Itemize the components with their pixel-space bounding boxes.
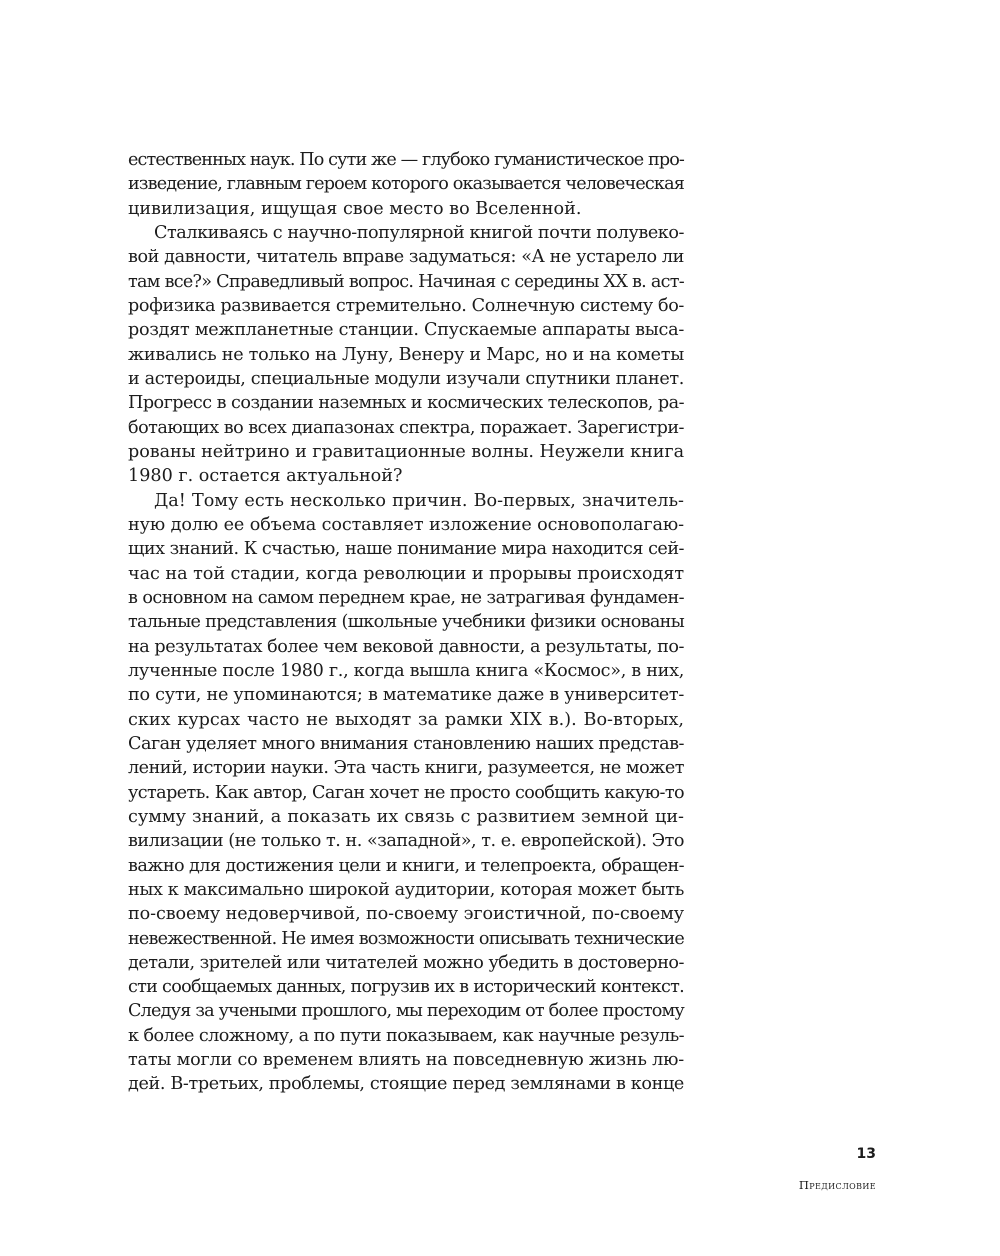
text-line: щих знаний. К счастью, наше понимание мира находится сей- [128, 539, 684, 560]
text-line: детали, зрителей или читателей можно убедить в достоверно- [128, 952, 684, 973]
text-line: рованы нейтрино и гравитационные волны. Неужели книга [128, 441, 685, 462]
text-line: 1980 г. остается актуальной? [128, 466, 403, 487]
text-line: изведение, главным героем которого оказывается человеческая [128, 174, 685, 195]
text-line: по-своему недоверчивой, по-своему эгоистичной, по-своему [128, 904, 684, 925]
text-line: невежественной. Не имея возможности описывать технические [128, 928, 684, 949]
text-line: важно для достижения цели и книги, и телепроекта, обращен- [128, 855, 684, 876]
text-line: вой давности, читатель вправе задуматься: «А не устарело ли [128, 247, 684, 268]
body-text [128, 148, 684, 1097]
text-line: рофизика развивается стремительно. Солнечную систему бо- [128, 295, 684, 316]
text-line: на результатах более чем вековой давности, а результаты, по- [128, 636, 684, 657]
paragraph-3 [128, 489, 684, 1097]
text-line: и астероиды, специальные модули изучали спутники планет. [128, 368, 684, 389]
text-line: Следуя за учеными прошлого, мы переходим от более простому [128, 1001, 684, 1022]
text-line: час на той стадии, когда революции и прорывы происходят [128, 563, 685, 584]
page-number: 13 [856, 1146, 876, 1162]
text-line: Прогресс в создании наземных и космических телескопов, ра- [128, 393, 685, 414]
text-line: Сталкиваясь с научно-популярной книгой почти полувеко- [154, 222, 684, 243]
text-line: роздят межпланетные станции. Спускаемые аппараты выса- [128, 320, 685, 341]
text-line: ских курсах часто не выходят за рамки XIX в.). Во-вторых, [128, 709, 684, 730]
paragraph-2 [128, 221, 684, 489]
text-line: там все?» Справедливый вопрос. Начиная с середины XX в. аст- [128, 271, 684, 292]
text-line: по сути, не упоминаются; в математике даже в университет- [128, 685, 685, 706]
text-line: Саган уделяет много внимания становлению наших представ- [128, 733, 685, 754]
text-line: сти сообщаемых данных, погрузив их в исторический контекст. [128, 977, 684, 998]
text-line: ных к максимально широкой аудитории, которая может быть [128, 879, 685, 900]
text-line: ботающих во всех диапазонах спектра, поражает. Зарегистри- [128, 417, 684, 438]
text-line: дей. В-третьих, проблемы, стоящие перед землянами в конце [128, 1074, 684, 1095]
text-line: живались не только на Луну, Венеру и Марс, но и на кометы [128, 344, 684, 365]
text-line: в основном на самом переднем крае, не затрагивая фундамен- [128, 587, 685, 608]
text-line: Да! Тому есть несколько причин. Во-первых, значитель- [154, 490, 684, 511]
text-line: к более сложному, а по пути показываем, как научные резуль- [128, 1025, 684, 1046]
text-line: цивилизация, ищущая свое место во Вселенной. [128, 198, 582, 219]
paragraph-1 [128, 148, 684, 221]
text-line: вилизации (не только т. н. «западной», т. е. европейской). Это [128, 831, 684, 852]
text-line: таты могли со временем влиять на повседневную жизнь лю- [128, 1050, 684, 1071]
running-head: Предисловие [798, 1178, 876, 1192]
text-line: лений, истории науки. Эта часть книги, разумеется, не может [128, 758, 684, 779]
text-line: естественных наук. По сути же — глубоко гуманистическое про- [128, 150, 684, 170]
text-line: устареть. Как автор, Саган хочет не просто сообщить какую-то [128, 782, 684, 803]
text-line: сумму знаний, а показать их связь с развитием земной ци- [128, 806, 684, 827]
text-line: тальные представления (школьные учебники физики основаны [128, 612, 684, 633]
text-line: лученные после 1980 г., когда вышла книга «Космос», в них, [128, 660, 685, 681]
text-line: ную долю ее объема составляет изложение основополагаю- [128, 514, 684, 535]
